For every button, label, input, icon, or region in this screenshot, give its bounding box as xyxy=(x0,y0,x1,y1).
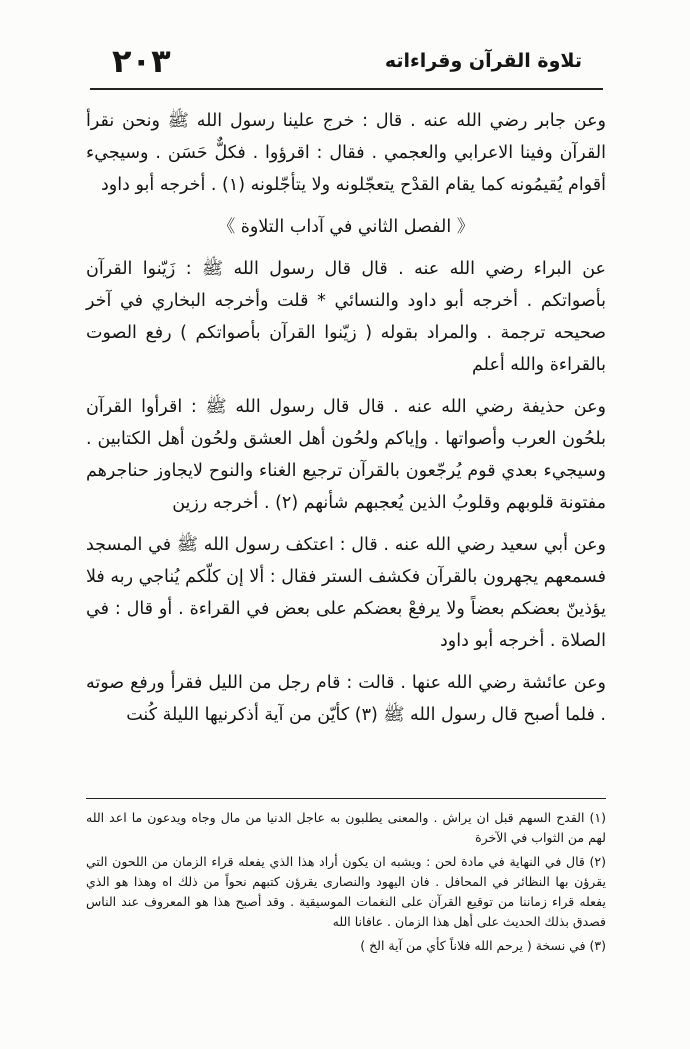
main-text xyxy=(86,105,606,741)
footnote-rule xyxy=(86,798,606,799)
running-title: تلاوة القرآن وقراءاته xyxy=(384,50,582,72)
header-rule xyxy=(90,88,603,90)
hadith-abu-said: وعن أبي سعيد رضي الله عنه . قال : اعتكف رسول الله ﷺ في المسجد فسمعهم يجهرون بالقرآن فكشف الستر فقال : ألا إن كلّكم يُناجي ربه فلا يؤذينّ بعضكم بعضاً ولا يرفعْ بعضكم على بعض في القراءة . أو قال : في الصلاة . أخرجه أبو داود xyxy=(85,535,606,651)
footnotes xyxy=(86,808,606,960)
footnote-2: (٢) قال في النهاية في مادة لحن : ويشبه ان يكون أراد هذا الذي يفعله قراء الزمان من اللحون التي يقرؤن بها النظائر في المحافل . فان اليهود والنصارى يقرؤن كتبهم نحواً من ذلك اه وهذا هو الذي يفعله قراء زماننا من توقيع القرآن على النغمات الموسيقية . وقد أصبح هذا هو المعروف عند الناس فصدق بذلك الحديث على أهل هذا الزمان . عافانا الله xyxy=(86,854,606,929)
page-number: ٢٠٣ xyxy=(112,42,171,80)
footnote-3: (٣) في نسخة ( يرحم الله فلاناً كأي من آية الخ ) xyxy=(360,938,606,953)
section-heading: 《 الفصل الثاني في آداب التلاوة 》 xyxy=(217,217,475,237)
hadith-baraa: عن البراء رضي الله عنه . قال قال رسول الله ﷺ : زَيّنوا القرآن بأصواتكم . أخرجه أبو داود والنسائي * قلت وأخرجه البخاري في آخر صحيحه ترجمة . والمراد بقوله ( زيّنوا القرآن بأصواتكم ) رفع الصوت بالقراءة والله أعلم xyxy=(86,259,606,375)
hadith-hudhayfa: وعن حذيفة رضي الله عنه . قال قال رسول الله ﷺ : اقرأوا القرآن بلحُون العرب وأصواتها . وإياكم ولحُون أهل العشق ولحُون أهل الكتابين . وسيجيء بعدي قوم يُرجّعون بالقرآن ترجيع الغناء والنوح لايجاوز حناجرهم مفتونة قلوبهم وقلوبُ الذين يُعجبهم شأنهم (٢) . أخرجه رزين xyxy=(86,397,606,513)
footnote-1: (١) القدح السهم قبل ان يراش . والمعنى يطلبون به عاجل الدنيا من مال وجاه ويدعون ما اعد الله لهم من الثواب في الآخرة xyxy=(86,810,606,845)
page-header xyxy=(112,40,582,82)
hadith-aisha: وعن عائشة رضي الله عنها . قالت : قام رجل من الليل فقرأ ورفع صوته . فلما أصبح قال رسول الله ﷺ (٣) كأيّن من آية أذكرنيها الليلة كُنت xyxy=(86,673,606,725)
hadith-jabir: وعن جابر رضي الله عنه . قال : خرج علينا رسول الله ﷺ ونحن نقرأ القرآن وفينا الاعرابي والعجمي . فقال : اقرؤوا . فكلٌّ حَسَن . وسيجيء أقوام يُقيمُونه كما يقام القدْح يتعجّلونه ولا يتأجّلونه (١) . أخرجه أبو داود xyxy=(86,111,606,195)
